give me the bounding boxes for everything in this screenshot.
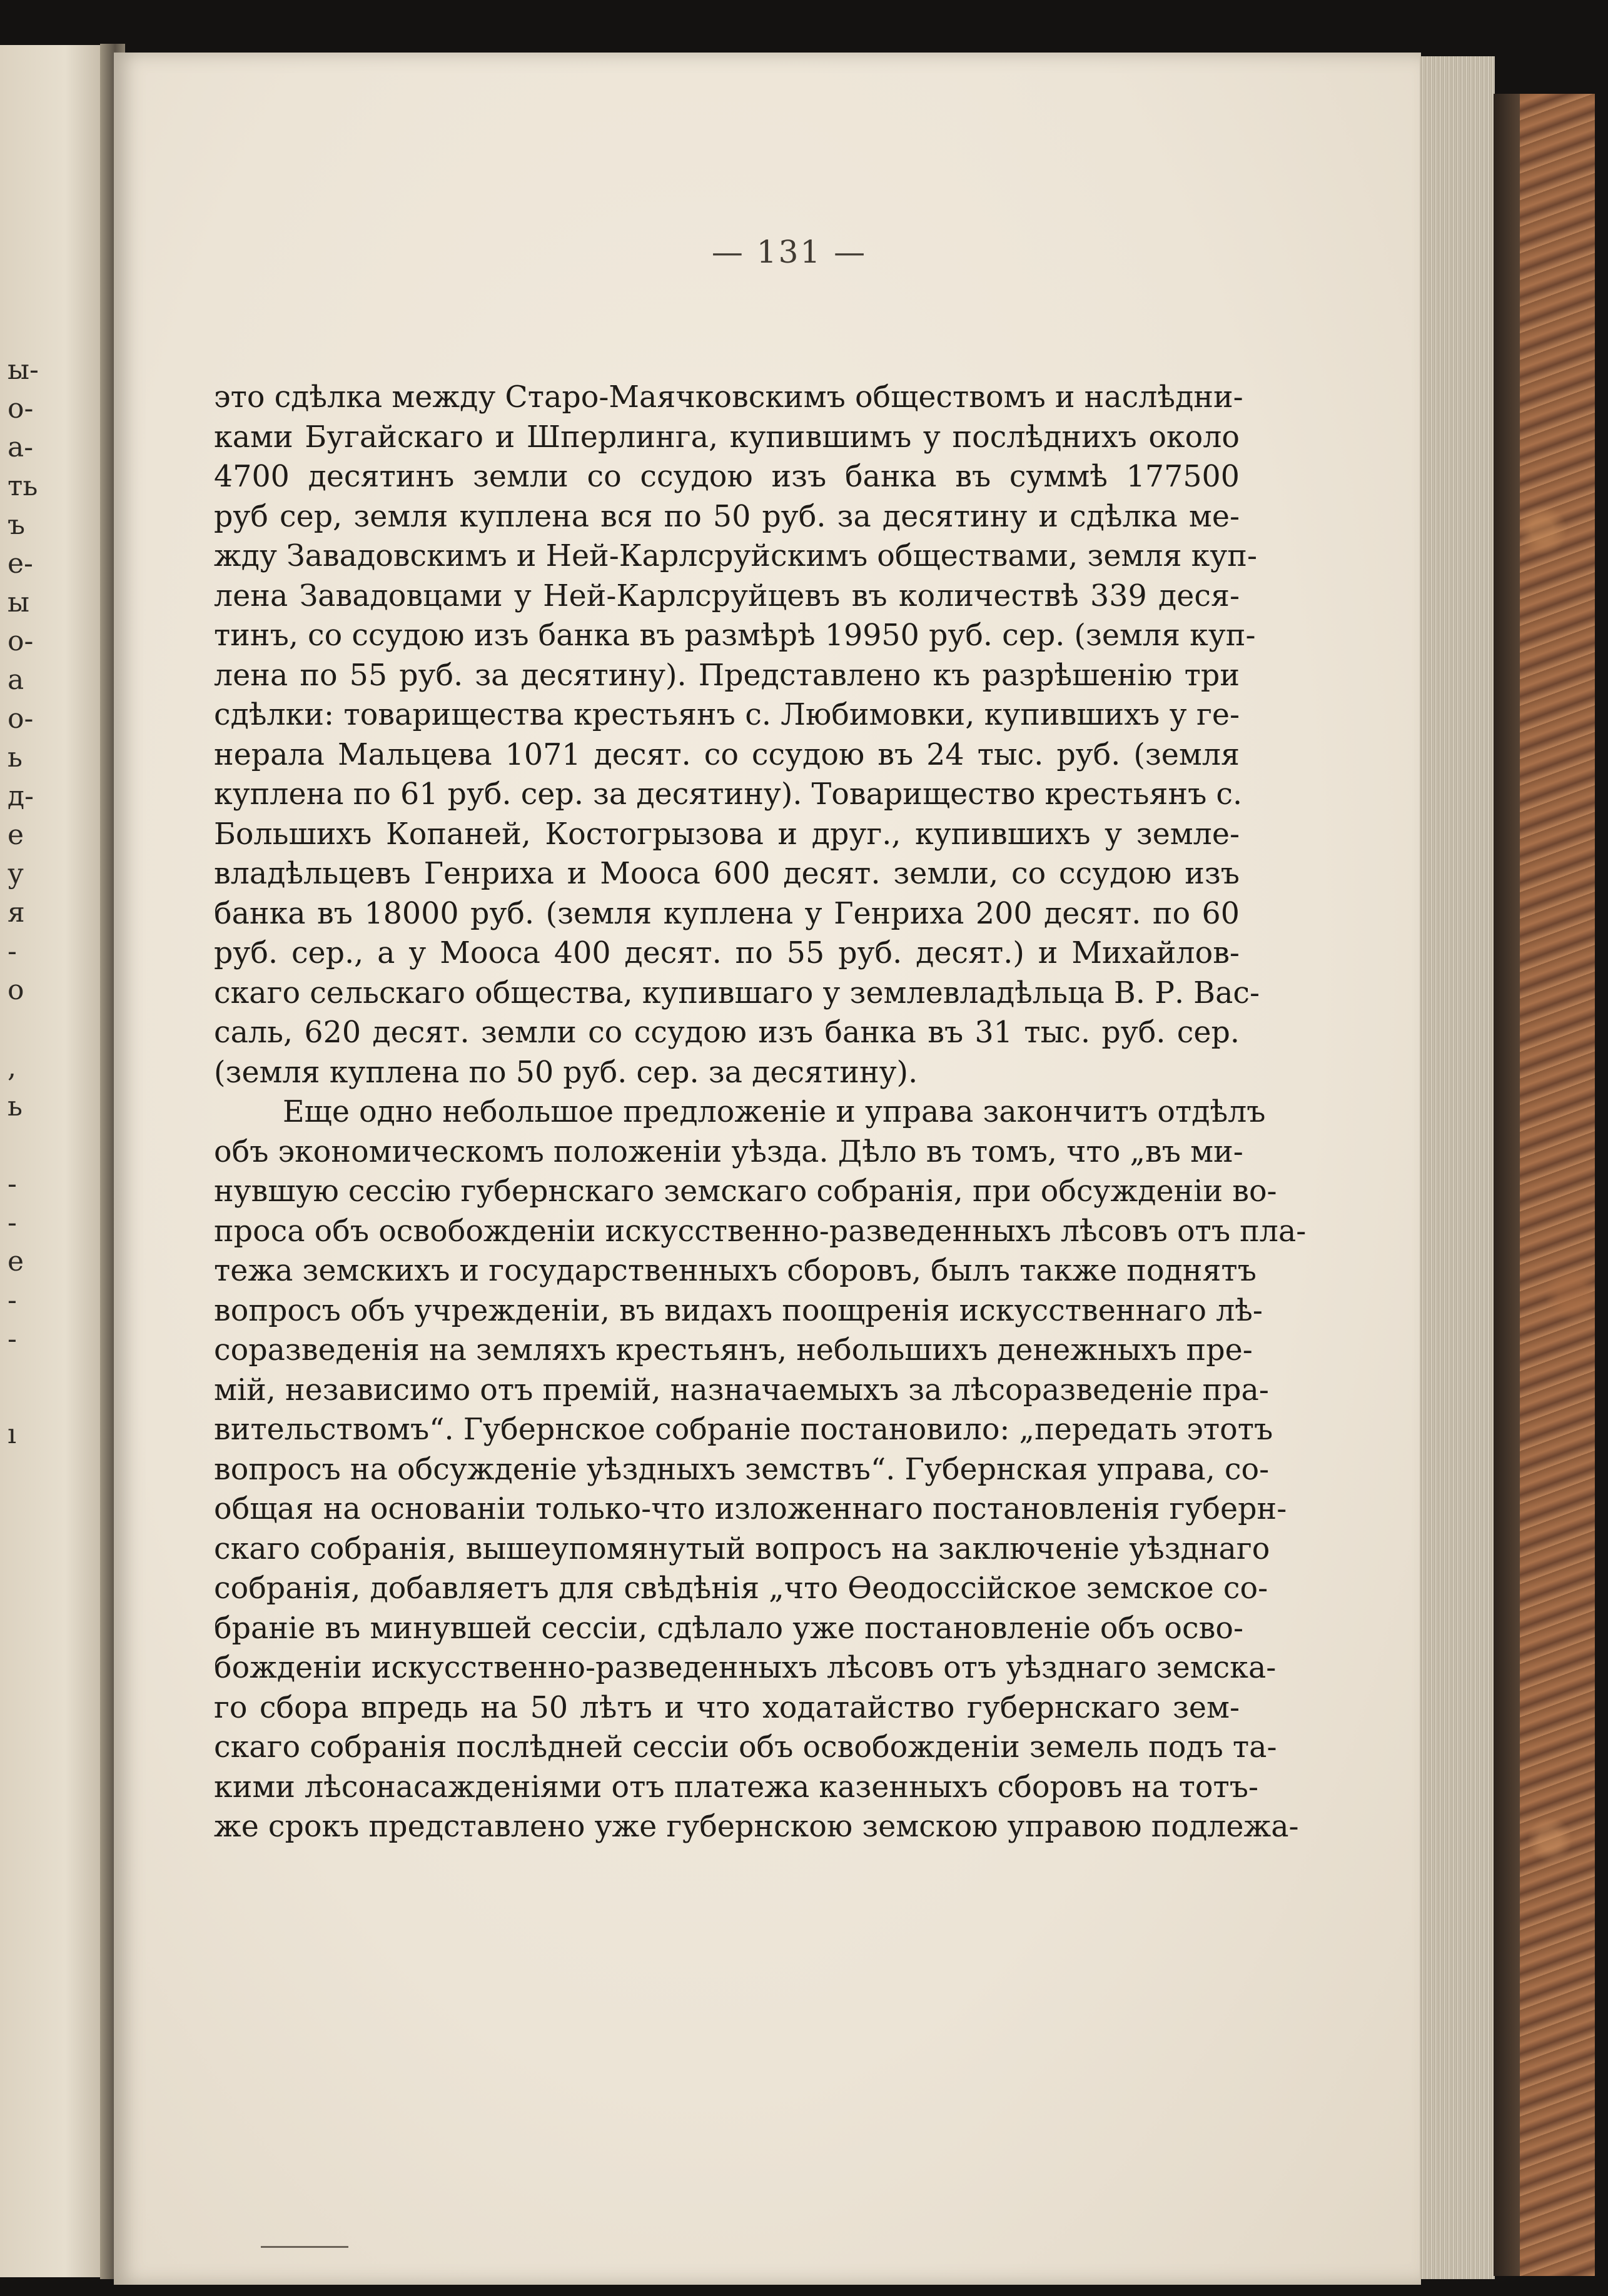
text-line: скаго сельскаго общества, купившаго у землевладѣльца В. Р. Вас- [214,975,1260,1010]
text-line: божденіи искусственно-разведенныхъ лѣсовъ отъ уѣзднаго земска- [214,1651,1277,1685]
left-fragment: - [8,1168,17,1200]
paragraph-first-line: Еще одно небольшое предложеніе и управа закончитъ отдѣлъ [283,1095,1266,1129]
text-line: скаго собранія, вышеупомянутый вопросъ на заключеніе уѣзднаго [214,1531,1270,1566]
left-fragment: о [8,974,24,1006]
text-line: браніе въ минувшей сессіи, сдѣлало уже постановленіе объ осво- [214,1611,1244,1646]
text-line: лена по 55 руб. за десятину). Представлено къ разрѣшенію три [214,658,1240,693]
text-line: же срокъ представлено уже губернскою земскою управою подлежа- [214,1810,1299,1844]
left-fragment: е- [8,548,33,580]
left-fragment: ы- [8,354,39,386]
text-line: жду Завадовскимъ и Ней-Карлсруйскимъ обществами, земля куп- [214,539,1258,573]
text-line: мій, независимо отъ премій, назначаемыхъ за лѣсоразведеніе пра- [214,1372,1269,1407]
bottom-mark [261,2246,348,2248]
left-fragment: о- [8,703,34,735]
text-line: го сбора впредь на 50 лѣтъ и что ходатайство губернскаго зем- [214,1690,1240,1725]
text-line: куплена по 61 руб. сер. за десятину). Товарищество крестьянъ с. [214,777,1243,812]
text-line: руб сер, земля куплена вся по 50 руб. за десятину и сдѣлка ме- [214,499,1240,534]
marbled-cover [1520,94,1595,2276]
left-fragment: ь [8,742,23,773]
text-line: общая на основаніи только-что изложеннаго постановленія губерн- [214,1492,1287,1526]
text-line: скаго собранія послѣдней сессіи объ освобожденіи земель подъ та- [214,1730,1277,1765]
text-line: нувшую сессію губернскаго земскаго собранія, при обсужденіи во- [214,1174,1277,1209]
left-fragment: е [8,1246,24,1277]
left-fragment: - [8,935,17,967]
page-body-text [214,378,1307,1847]
text-line: вопросъ на обсужденіе уѣздныхъ земствъ“. Губернская управа, со- [214,1452,1270,1487]
text-line: вопросъ объ учрежденіи, въ видахъ поощренія искусственнаго лѣ- [214,1293,1263,1328]
left-fragment: о- [8,625,34,657]
left-fragment: у [8,858,24,890]
left-fragment: ть [8,470,38,502]
left-fragment: о- [8,393,34,425]
text-line: кими лѣсонасажденіями отъ платежа казенныхъ сборовъ на тотъ- [214,1770,1259,1805]
text-line: ками Бугайскаго и Шперлинга, купившимъ у послѣднихъ около [214,420,1240,455]
text-line: банка въ 18000 руб. (земля куплена у Генриха 200 десят. по 60 [214,896,1240,931]
text-line: лена Завадовцами у Ней-Карлсруйцевъ въ количествѣ 339 деся- [214,578,1240,613]
left-fragment: д- [8,780,34,812]
left-fragment: ь [8,1090,23,1122]
text-line: тинъ, со ссудою изъ банка въ размѣрѣ 19950 руб. сер. (земля куп- [214,618,1256,653]
left-fragment: - [8,1284,17,1316]
text-line: сдѣлки: товарищества крестьянъ с. Любимовки, купившихъ у ге- [214,698,1240,732]
text-line: соразведенія на земляхъ крестьянъ, небольшихъ денежныхъ пре- [214,1333,1253,1367]
book-page [114,53,1421,2285]
left-fragment: я [8,897,25,929]
text-line: 4700 десятинъ земли со ссудою изъ банка въ суммѣ 177500 [214,460,1240,494]
left-fragment: а [8,664,24,696]
text-line: это сдѣлка между Старо-Маячковскимъ обществомъ и наслѣдни- [214,380,1243,415]
left-fragment: ы [8,587,30,618]
text-line: вительствомъ“. Губернское собраніе постановило: „передать этотъ [214,1412,1273,1447]
text-line: проса объ освобожденіи искусственно-разведенныхъ лѣсовъ отъ пла- [214,1214,1307,1249]
text-line: нерала Мальцева 1071 десят. со ссудою въ 24 тыс. руб. (земля [214,737,1240,772]
left-fragment: ı [8,1418,17,1450]
left-fragment: - [8,1207,17,1239]
text-line: саль, 620 десят. земли со ссудою изъ банка въ 31 тыс. руб. сер. [214,1015,1240,1050]
page-edges [1420,56,1495,2279]
page-number: — 131 — [711,234,867,270]
text-line: Большихъ Копаней, Костогрызова и друг., купившихъ у земле- [214,817,1240,852]
cover-board-edge [1494,94,1522,2276]
text-line: владѣльцевъ Генриха и Мооса 600 десят. земли, со ссудою изъ [214,857,1240,891]
text-line: тежа земскихъ и государственныхъ сборовъ, былъ также поднятъ [214,1254,1257,1288]
left-fragment: е [8,819,24,851]
left-fragment: ъ [8,509,25,541]
text-line: (земля куплена по 50 руб. сер. за десятину). [214,1055,918,1090]
left-fragment: - [8,1323,17,1355]
text-line: руб. сер., а у Мооса 400 десят. по 55 руб. десят.) и Михайлов- [214,936,1240,970]
left-fragment: , [8,1052,16,1084]
left-fragment: а- [8,431,34,463]
text-line: объ экономическомъ положеніи уѣзда. Дѣло въ томъ, что „въ ми- [214,1134,1243,1169]
text-line: собранія, добавляетъ для свѣдѣнія „что Ѳеодоссійское земское со- [214,1571,1268,1606]
